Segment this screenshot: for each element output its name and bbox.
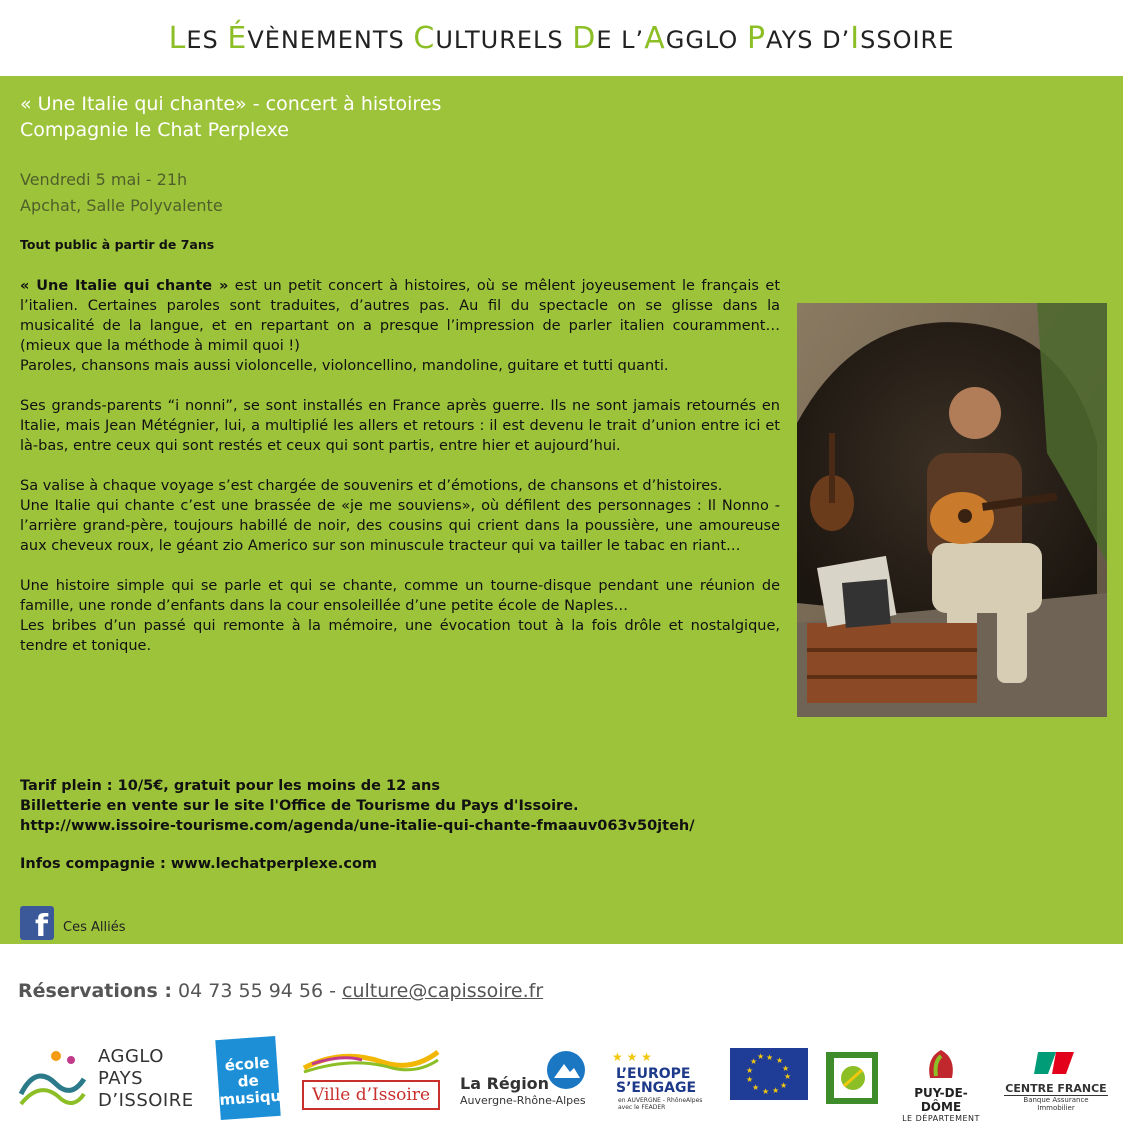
region-logo (460, 1050, 590, 1110)
svg-text:★: ★ (776, 1056, 784, 1065)
partner-logos (0, 1034, 1123, 1124)
ecole-musique-logo (215, 1036, 292, 1120)
leader-logo (826, 1052, 878, 1104)
description-text: Sa valise à chaque voyage s’est chargée de souvenirs et d’émotions, de chansons et d’histoires. (20, 478, 723, 494)
title-initial: A (644, 20, 666, 56)
europe-line: S’ENGAGE (616, 1080, 697, 1096)
event-company: Compagnie le Chat Perplexe (20, 119, 289, 141)
facebook-label[interactable]: Ces Alliés (63, 919, 126, 935)
reservations-label: Réservations : (18, 980, 172, 1002)
credit-agricole-logo (1004, 1048, 1108, 1112)
facebook-icon[interactable]: f (20, 906, 54, 940)
eu-flag-icon (730, 1048, 808, 1100)
pdd-leaf-icon (896, 1048, 986, 1082)
reservations (18, 980, 543, 1002)
title-initial: É (227, 20, 248, 56)
event-panel (0, 76, 1123, 944)
description-paragraph: Ses grands-parents “i nonni”, se sont installés en France après guerre. Ils ne sont jamais retournés en Italie, mais Jean Métégnier, lui, a multiplié les allers et retours : il est devenu le trait d’union entre ici et là-bas, entre ceux qui sont restés et ceux qui sont partis, entre hier et aujourd’hui. (20, 398, 780, 454)
leader-leaf-icon (826, 1052, 878, 1104)
musician-photo (797, 303, 1107, 717)
ecole-line: musique (218, 1086, 292, 1110)
puy-de-dome-logo (896, 1048, 986, 1123)
description-paragraph (20, 276, 780, 376)
event-audience: Tout public à partir de 7ans (20, 237, 215, 252)
title-word: E L’ (596, 25, 645, 54)
description-paragraph (20, 476, 780, 556)
europe-line: L’EUROPE (616, 1066, 691, 1082)
svg-text:★: ★ (746, 1066, 754, 1075)
svg-text:★: ★ (746, 1075, 754, 1084)
ca-subtitle: Banque Assurance Immobilier (1004, 1095, 1108, 1112)
reservations-email[interactable]: culture@capissoire.fr (342, 980, 544, 1002)
description-text: Une histoire simple qui se parle et qui se chante, comme un tourne-disque pendant une réunion de famille, une ronde d’enfants dans la cour ensoleillée d’une petite école de Naples… (20, 578, 780, 614)
agglo-logo (16, 1042, 206, 1114)
svg-text:★: ★ (772, 1086, 780, 1095)
event-description (20, 276, 780, 676)
eu-stars-icon (608, 1049, 712, 1063)
svg-text:★: ★ (757, 1052, 765, 1061)
event-photo (797, 303, 1107, 717)
description-text: Les bribes d’un passé qui remonte à la mémoire, une évocation tout à la fois drôle et nostalgique, tendre et tonique. (20, 618, 780, 654)
svg-text:★: ★ (762, 1087, 770, 1096)
page-header (0, 0, 1123, 76)
price-line: Tarif plein : 10/5€, gratuit pour les moins de 12 ans (20, 778, 440, 794)
agglo-mark-icon (16, 1044, 88, 1112)
title-word: SSOIRE (860, 25, 955, 54)
region-subtitle: Auvergne-Rhône-Alpes (460, 1094, 586, 1107)
region-mountain-icon (546, 1050, 586, 1090)
event-place: Apchat, Salle Polyvalente (20, 196, 223, 215)
company-info[interactable]: Infos compagnie : www.lechatperplexe.com (20, 856, 378, 872)
reservations-phone: 04 73 55 94 56 - (178, 980, 336, 1002)
ville-swoosh-icon (302, 1048, 440, 1074)
description-text: Paroles, chansons mais aussi violoncelle, violoncellino, mandoline, guitare et tutti quanti. (20, 358, 669, 374)
svg-text:★: ★ (750, 1057, 758, 1066)
europe-small-print: en AUVERGNE - RhôneAlpes avec le FEADER (618, 1097, 703, 1111)
ca-title: CENTRE FRANCE (1005, 1082, 1107, 1095)
title-word: ES (186, 25, 228, 54)
pdd-title: PUY-DE-DÔME (914, 1086, 968, 1114)
title-initial: C (413, 20, 436, 56)
event-title-line1: « Une Italie qui chante» - concert à histoires (20, 93, 442, 115)
description-text: est un petit concert à histoires, où se mêlent joyeusement le français et l’italien. Certaines paroles sont traduites, d’autres pas. Au fil du spectacle on se glisse dans la musicalité de la langue, et en repartant on a presque l’impression de parler italien couramment… (mieux que la méthode à mimil quoi !) (20, 278, 781, 354)
agglo-line: D’ISSOIRE (98, 1090, 194, 1111)
event-date: Vendredi 5 mai - 21h (20, 170, 188, 189)
agglo-line: PAYS (98, 1068, 144, 1089)
title-initial: L (168, 20, 187, 56)
title-initial: P (746, 20, 767, 56)
ticketing-link[interactable]: http://www.issoire-tourisme.com/agenda/une-italie-qui-chante-fmaauv063v50jteh/ (20, 818, 695, 834)
europe-engage-logo (608, 1048, 712, 1112)
description-text: Une Italie qui chante c’est une brassée de «je me souviens», où défilent des personnages : Il Nonno - l’arrière grand-père, toujours habillé de noir, des cousins qui crient dans la poussière, une amoureuse aux cheveux roux, le géant zio Americo sur son minuscule tracteur qui va tailler le tabac en riant… (20, 498, 780, 554)
title-initial: D (572, 20, 597, 56)
ville-issoire-logo (302, 1048, 440, 1110)
svg-text:★: ★ (782, 1064, 790, 1073)
ca-mark-icon (1004, 1048, 1108, 1078)
title-word: AYS D’ (766, 25, 851, 54)
svg-text:★: ★ (784, 1072, 792, 1081)
eu-flag-logo (730, 1048, 808, 1100)
title-word: GGLO (665, 25, 747, 54)
event-meta (20, 167, 223, 219)
event-title (20, 91, 441, 143)
pricing-info (20, 776, 695, 836)
svg-text:★: ★ (780, 1081, 788, 1090)
facebook-link[interactable] (20, 906, 126, 944)
title-initial: I (850, 20, 861, 56)
region-title: La Région (460, 1074, 550, 1093)
ticketing-line: Billetterie en vente sur le site l'Office de Tourisme du Pays d'Issoire. (20, 798, 579, 814)
svg-text:★: ★ (752, 1083, 760, 1092)
page-title (169, 21, 955, 56)
agglo-line: AGGLO (98, 1046, 164, 1067)
svg-text:★: ★ (766, 1053, 774, 1062)
pdd-subtitle: LE DÉPARTEMENT (902, 1114, 980, 1123)
title-word: ULTURELS (435, 25, 573, 54)
ville-label: Ville d’Issoire (302, 1080, 440, 1110)
ecole-line: école de (224, 1053, 270, 1091)
description-highlight: « Une Italie qui chante » (20, 278, 229, 294)
title-word: VÈNEMENTS (247, 25, 414, 54)
svg-text:★ ★ ★: ★ ★ ★ (612, 1050, 652, 1063)
description-paragraph (20, 576, 780, 656)
